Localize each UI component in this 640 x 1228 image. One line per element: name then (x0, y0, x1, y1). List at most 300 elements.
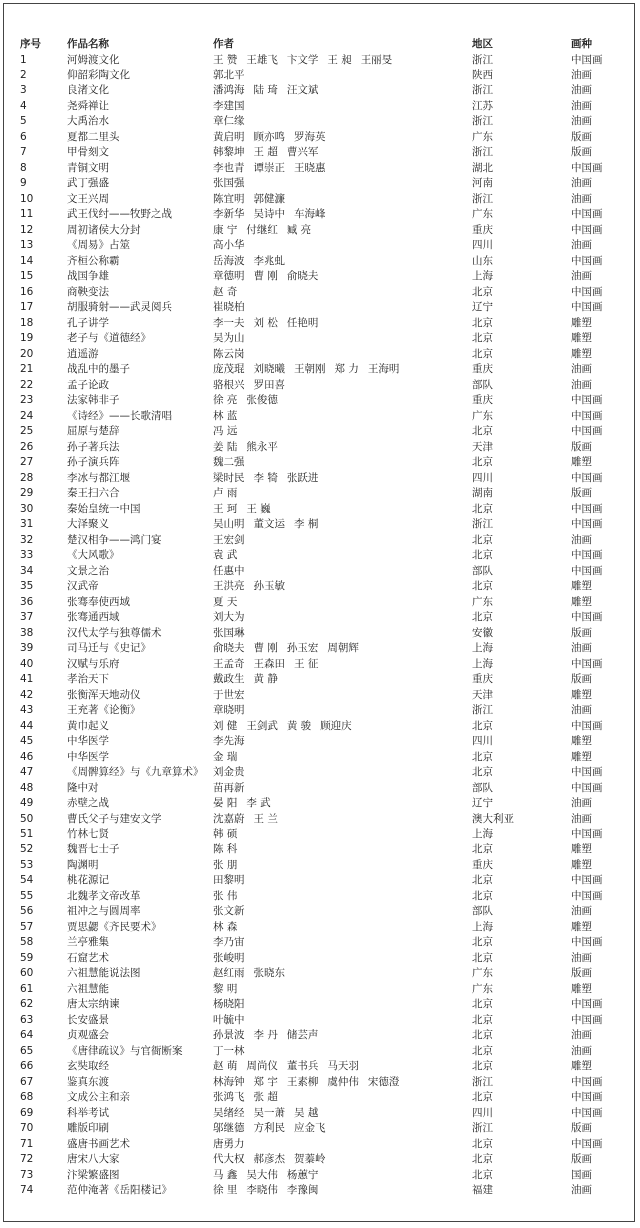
row-authors (213, 254, 469, 269)
row-region: 重庆 (472, 673, 493, 686)
row-no: 49 (20, 797, 34, 810)
row-authors (213, 889, 469, 904)
row-title: 商鞅变法 (67, 285, 109, 298)
author-name: 王 巍 (246, 502, 271, 515)
row-no: 63 (20, 1013, 34, 1026)
table-row (0, 99, 640, 114)
row-medium: 中国画 (571, 409, 603, 422)
row-authors (213, 1090, 469, 1105)
author-name: 于世宏 (213, 688, 245, 701)
row-medium: 油画 (571, 951, 592, 964)
author-name: 晏 阳 (213, 797, 238, 810)
table-row (0, 904, 640, 919)
row-authors (213, 842, 469, 857)
author-name: 顾迎庆 (320, 719, 352, 732)
row-authors (213, 393, 469, 408)
row-region: 浙江 (472, 84, 493, 97)
row-no: 2 (20, 68, 27, 81)
row-title: 《周髀算经》与《九章算术》 (67, 766, 204, 779)
row-authors (213, 347, 469, 362)
row-title: 《周易》占筮 (67, 239, 130, 252)
row-region: 北京 (472, 998, 493, 1011)
row-medium: 版画 (571, 1153, 592, 1166)
row-authors (213, 935, 469, 950)
row-title: 张骞奉使西域 (67, 595, 130, 608)
row-title: 《大风歌》 (67, 549, 120, 562)
row-no: 69 (20, 1106, 34, 1119)
row-medium: 中国画 (571, 549, 603, 562)
row-region: 北京 (472, 456, 493, 469)
table-row (0, 1168, 640, 1183)
author-name: 谭崇正 (253, 161, 285, 174)
row-no: 9 (20, 177, 27, 190)
author-name: 李兆虬 (253, 254, 285, 267)
row-title: 《诗经》——长歌清唱 (67, 409, 172, 422)
table-row (0, 610, 640, 625)
row-no: 71 (20, 1137, 34, 1150)
row-no: 40 (20, 657, 34, 670)
author-name: 韩黎坤 (213, 146, 245, 159)
row-region: 广东 (472, 130, 493, 143)
author-name: 林 森 (213, 920, 238, 933)
row-authors (213, 409, 469, 424)
table-row (0, 331, 640, 346)
author-name: 郑 宇 (253, 1075, 278, 1088)
row-authors (213, 114, 469, 129)
table-row (0, 517, 640, 532)
row-title: 中华医学 (67, 735, 109, 748)
table-row (0, 1028, 640, 1043)
row-title: 桃花源记 (67, 874, 109, 887)
row-title: 贾思勰《齐民要术》 (67, 920, 162, 933)
row-no: 52 (20, 843, 34, 856)
author-name: 黄启明 (213, 130, 245, 143)
row-no: 13 (20, 239, 34, 252)
row-region: 上海 (472, 270, 493, 283)
row-authors (213, 83, 469, 98)
row-no: 6 (20, 130, 27, 143)
row-authors (213, 873, 469, 888)
row-no: 12 (20, 223, 34, 236)
table-row (0, 626, 640, 641)
row-title: 文成公主和亲 (67, 1091, 130, 1104)
row-region: 北京 (472, 425, 493, 438)
row-no: 68 (20, 1091, 34, 1104)
author-name: 张俊德 (246, 394, 278, 407)
table-row (0, 424, 640, 439)
table-row (0, 951, 640, 966)
author-name: 潘鸿海 (213, 84, 245, 97)
row-title: 玄奘取经 (67, 1060, 109, 1073)
row-no: 10 (20, 192, 34, 205)
row-title: 文景之治 (67, 564, 109, 577)
author-name: 李 桐 (294, 518, 319, 531)
table-row (0, 176, 640, 191)
author-name: 刘金贵 (213, 766, 245, 779)
row-no: 25 (20, 425, 34, 438)
row-medium: 版画 (571, 1122, 592, 1135)
row-no: 20 (20, 347, 34, 360)
table-row (0, 254, 640, 269)
row-no: 61 (20, 982, 34, 995)
row-medium: 版画 (571, 967, 592, 980)
author-name: 王 昶 (327, 53, 352, 66)
row-region: 北京 (472, 1091, 493, 1104)
row-no: 47 (20, 766, 34, 779)
author-name: 李一夫 (213, 316, 245, 329)
row-no: 18 (20, 316, 34, 329)
author-name: 刘大为 (213, 611, 245, 624)
row-no: 46 (20, 750, 34, 763)
author-name: 刘 松 (253, 316, 278, 329)
author-name: 储芸声 (286, 1029, 319, 1042)
row-title: 六祖慧能 (67, 982, 109, 995)
author-name: 吴大伟 (246, 1168, 278, 1181)
row-medium: 雕塑 (571, 688, 592, 701)
table-row (0, 688, 640, 703)
table-row (0, 362, 640, 377)
row-medium: 油画 (571, 1044, 592, 1057)
author-name: 王海明 (367, 363, 400, 376)
row-no: 43 (20, 704, 34, 717)
row-authors (213, 455, 469, 470)
author-name: 付继红 (246, 223, 278, 236)
row-title: 大泽聚义 (67, 518, 109, 531)
row-authors (213, 997, 469, 1012)
row-region: 北京 (472, 766, 493, 779)
author-name: 杨晓阳 (213, 998, 245, 1011)
row-title: 秦王扫六合 (67, 487, 120, 500)
row-region: 湖北 (472, 161, 493, 174)
author-name: 陈 科 (213, 843, 238, 856)
row-medium: 中国画 (571, 301, 603, 314)
row-authors (213, 1106, 469, 1121)
author-name: 宋德澄 (367, 1075, 400, 1088)
author-name: 郭北平 (213, 68, 245, 81)
row-authors (213, 440, 469, 455)
table-row (0, 827, 640, 842)
row-authors (213, 1013, 469, 1028)
row-no: 38 (20, 626, 34, 639)
row-authors (213, 486, 469, 501)
author-name: 田黎明 (213, 874, 245, 887)
table-row (0, 68, 640, 83)
header-author: 作者 (213, 38, 234, 50)
author-name: 王 征 (294, 657, 319, 670)
row-region: 重庆 (472, 363, 493, 376)
row-medium: 中国画 (571, 208, 603, 221)
table-row (0, 657, 640, 672)
row-title: 张骞通西域 (67, 611, 120, 624)
author-name: 叶毓中 (213, 1013, 245, 1026)
row-no: 70 (20, 1122, 34, 1135)
row-authors (213, 657, 469, 672)
author-name: 俞晓夫 (213, 642, 245, 655)
author-name: 徐 亮 (213, 394, 238, 407)
row-title: 李冰与都江堰 (67, 471, 130, 484)
author-name: 周尚仪 (246, 1060, 278, 1073)
row-authors (213, 1028, 469, 1043)
row-title: 汉武帝 (67, 580, 99, 593)
table-row (0, 812, 640, 827)
table-row (0, 858, 640, 873)
row-medium: 油画 (571, 378, 592, 391)
author-name: 吴诗中 (253, 208, 285, 221)
row-no: 54 (20, 874, 34, 887)
author-name: 孙景波 (213, 1029, 245, 1042)
author-name: 熊永平 (246, 440, 278, 453)
author-name: 王森田 (253, 657, 285, 670)
row-authors (213, 192, 469, 207)
row-medium: 中国画 (571, 1013, 603, 1026)
row-region: 澳大利亚 (472, 812, 514, 825)
table-row (0, 966, 640, 981)
header-no: 序号 (20, 38, 41, 50)
row-title: 孔子讲学 (67, 316, 109, 329)
row-title: 陶渊明 (67, 858, 99, 871)
row-region: 江苏 (472, 99, 493, 112)
row-region: 北京 (472, 1029, 493, 1042)
author-name: 李晓伟 (246, 1184, 278, 1197)
row-authors (213, 641, 469, 656)
row-medium: 中国画 (571, 936, 603, 949)
row-medium: 油画 (571, 1029, 592, 1042)
row-medium: 油画 (571, 99, 592, 112)
row-title: 楚汉相争——鸿门宴 (67, 533, 162, 546)
row-region: 北京 (472, 889, 493, 902)
row-title: 夏都二里头 (67, 130, 120, 143)
row-region: 辽宁 (472, 301, 493, 314)
row-title: 齐桓公称霸 (67, 254, 120, 267)
author-name: 王 珂 (213, 502, 238, 515)
table-row (0, 238, 640, 253)
table-row (0, 1121, 640, 1136)
row-region: 北京 (472, 1013, 493, 1026)
author-name: 夏 天 (213, 595, 238, 608)
row-no: 24 (20, 409, 34, 422)
row-title: 胡服骑射——武灵阅兵 (67, 301, 172, 314)
row-region: 北京 (472, 611, 493, 624)
row-title: 张衡浑天地动仪 (67, 688, 141, 701)
author-name: 徐 里 (213, 1184, 238, 1197)
row-region: 重庆 (472, 858, 493, 871)
row-title: 逍遥游 (67, 347, 99, 360)
table-row (0, 1152, 640, 1167)
table-row (0, 579, 640, 594)
author-name: 马天羽 (327, 1060, 359, 1073)
row-authors (213, 53, 469, 68)
row-authors (213, 672, 469, 687)
row-title: 赤壁之战 (67, 797, 109, 810)
row-title: 竹林七贤 (67, 828, 109, 840)
row-medium: 油画 (571, 642, 592, 655)
row-no: 26 (20, 440, 34, 453)
row-title: 战乱中的墨子 (67, 363, 130, 376)
author-name: 章晓明 (213, 704, 245, 717)
author-name: 唐勇力 (213, 1137, 245, 1150)
author-name: 赵 奇 (213, 285, 238, 298)
row-title: 武丁强盛 (67, 177, 109, 190)
table-row (0, 1106, 640, 1121)
author-name: 章德明 (213, 270, 245, 283)
row-authors (213, 269, 469, 284)
row-title: 六祖慧能说法图 (67, 967, 141, 980)
row-no: 16 (20, 285, 34, 298)
row-no: 51 (20, 828, 34, 840)
row-region: 北京 (472, 533, 493, 546)
table-row (0, 455, 640, 470)
row-no: 14 (20, 254, 34, 267)
row-no: 37 (20, 611, 34, 624)
author-name: 刘 健 (213, 719, 238, 732)
row-medium: 雕塑 (571, 456, 592, 469)
row-region: 天津 (472, 688, 493, 701)
author-name: 曹 刚 (253, 270, 278, 283)
row-medium: 中国画 (571, 611, 603, 624)
row-title: 唐宋八大家 (67, 1153, 120, 1166)
row-authors (213, 951, 469, 966)
row-authors (213, 579, 469, 594)
row-medium: 雕塑 (571, 843, 592, 856)
row-no: 72 (20, 1153, 34, 1166)
table-row (0, 703, 640, 718)
row-title: 长安盛景 (67, 1013, 109, 1026)
table-row (0, 285, 640, 300)
author-name: 冯 远 (213, 425, 238, 438)
row-title: 良渚文化 (67, 84, 109, 97)
table-row (0, 223, 640, 238)
row-medium: 油画 (571, 192, 592, 205)
row-title: 孙子著兵法 (67, 440, 120, 453)
row-medium: 油画 (571, 1184, 592, 1197)
author-name: 张国强 (213, 177, 245, 190)
author-name: 张 伟 (213, 889, 238, 902)
row-authors (213, 502, 469, 517)
row-region: 天津 (472, 440, 493, 453)
row-no: 3 (20, 84, 27, 97)
row-title: 仰韶彩陶文化 (67, 68, 130, 81)
row-region: 四川 (472, 1106, 493, 1119)
row-authors (213, 1152, 469, 1167)
author-name: 王宏剑 (213, 533, 245, 546)
row-no: 57 (20, 920, 34, 933)
row-region: 北京 (472, 1168, 493, 1181)
row-title: 汉代太学与独尊儒术 (67, 626, 162, 639)
author-name: 俞晓夫 (286, 270, 319, 283)
header-region: 地区 (472, 38, 493, 50)
row-no: 31 (20, 518, 34, 531)
table-row (0, 502, 640, 517)
author-name: 董文运 (253, 518, 285, 531)
row-region: 上海 (472, 828, 493, 840)
row-title: 文王兴周 (67, 192, 109, 205)
author-name: 李新华 (213, 208, 245, 221)
row-region: 浙江 (472, 518, 493, 531)
row-region: 辽宁 (472, 797, 493, 810)
row-medium: 中国画 (571, 285, 603, 298)
author-name: 张国琳 (213, 626, 245, 639)
row-no: 15 (20, 270, 34, 283)
row-authors (213, 703, 469, 718)
header-medium: 画种 (571, 38, 592, 50)
row-authors (213, 920, 469, 935)
row-region: 北京 (472, 1153, 493, 1166)
row-title: 汉赋与乐府 (67, 657, 120, 670)
row-title: 贞观盛会 (67, 1029, 109, 1042)
row-authors (213, 626, 469, 641)
row-medium: 油画 (571, 68, 592, 81)
table-row (0, 750, 640, 765)
row-no: 4 (20, 99, 27, 112)
row-medium: 油画 (571, 797, 592, 810)
row-authors (213, 904, 469, 919)
row-no: 67 (20, 1075, 34, 1088)
row-authors (213, 316, 469, 331)
row-medium: 中国画 (571, 1075, 603, 1088)
row-medium: 中国画 (571, 719, 603, 732)
author-name: 张晓东 (253, 967, 285, 980)
row-no: 74 (20, 1184, 34, 1197)
row-region: 部队 (472, 564, 493, 577)
row-region: 上海 (472, 657, 493, 670)
row-authors (213, 517, 469, 532)
row-region: 浙江 (472, 1075, 493, 1088)
author-name: 沈嘉蔚 (213, 812, 245, 825)
row-title: 鉴真东渡 (67, 1075, 109, 1088)
table-row (0, 378, 640, 393)
author-name: 王洪亮 (213, 580, 245, 593)
row-medium: 油画 (571, 812, 592, 825)
author-name: 曹兴军 (286, 146, 319, 159)
row-medium: 油画 (571, 270, 592, 283)
row-medium: 雕塑 (571, 332, 592, 345)
author-name: 金 瑞 (213, 750, 238, 763)
author-name: 崔晓柏 (213, 301, 245, 314)
table-row (0, 130, 640, 145)
author-name: 章仁缘 (213, 115, 245, 128)
row-no: 48 (20, 781, 34, 794)
row-region: 部队 (472, 905, 493, 918)
row-no: 30 (20, 502, 34, 515)
author-name: 郭健濂 (253, 192, 285, 205)
author-name: 刘晓曦 (253, 363, 285, 376)
table-row (0, 873, 640, 888)
row-medium: 中国画 (571, 766, 603, 779)
row-no: 55 (20, 889, 34, 902)
row-region: 浙江 (472, 146, 493, 159)
author-name: 孙玉宏 (286, 642, 319, 655)
row-title: 唐太宗纳谏 (67, 998, 120, 1011)
table-row (0, 1137, 640, 1152)
row-no: 64 (20, 1029, 34, 1042)
table-row (0, 781, 640, 796)
author-name: 贺蓁岭 (294, 1153, 326, 1166)
row-no: 33 (20, 549, 34, 562)
author-name: 苗再新 (213, 781, 245, 794)
table-row (0, 316, 640, 331)
row-authors (213, 130, 469, 145)
row-region: 北京 (472, 1137, 493, 1150)
table-row (0, 564, 640, 579)
row-title: 屈原与楚辞 (67, 425, 120, 438)
row-title: 汴梁繁盛图 (67, 1168, 120, 1181)
row-medium: 版画 (571, 130, 592, 143)
row-no: 5 (20, 115, 27, 128)
row-authors (213, 750, 469, 765)
author-name: 戴政生 (213, 673, 245, 686)
row-medium: 油画 (571, 115, 592, 128)
author-name: 任惠中 (213, 564, 245, 577)
